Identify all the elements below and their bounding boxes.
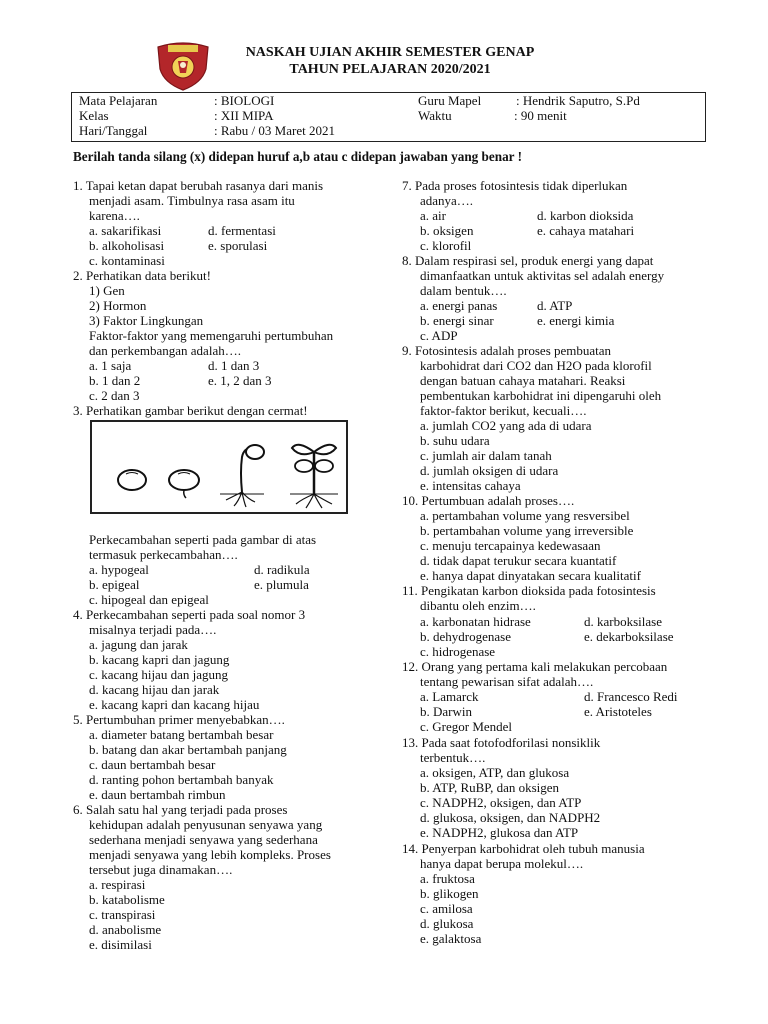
question-line: terbentuk…. [420, 750, 486, 765]
answer-option: b. suhu udara [420, 433, 490, 448]
question-line: 11. Pengikatan karbon dioksida pada fotosintesis [402, 583, 656, 598]
question-line: 10. Pertumbuan adalah proses…. [402, 493, 575, 508]
question-line: kehidupan adalah penyusunan senyawa yang [89, 817, 323, 832]
answer-option: a. fruktosa [420, 871, 475, 886]
answer-option: a. hypogeal [89, 562, 149, 577]
answer-option: e. Aristoteles [584, 704, 652, 719]
answer-option: e. disimilasi [89, 937, 152, 952]
question-line: misalnya terjadi pada…. [89, 622, 217, 637]
answer-option: a. oksigen, ATP, dan glukosa [420, 765, 570, 780]
answer-option: d. Francesco Redi [584, 689, 678, 704]
answer-option: d. anabolisme [89, 922, 162, 937]
answer-option: c. klorofil [420, 238, 472, 253]
answer-option: e. NADPH2, glukosa dan ATP [420, 825, 579, 840]
answer-option: b. alkoholisasi [89, 238, 165, 253]
answer-option: d. karboksilase [584, 614, 662, 629]
answer-option: e. kacang kapri dan kacang hijau [89, 697, 260, 712]
question-line: dibantu oleh enzim…. [420, 598, 536, 613]
answer-option: e. sporulasi [208, 238, 268, 253]
answer-option: c. NADPH2, oksigen, dan ATP [420, 795, 582, 810]
question-line: 12. Orang yang pertama kali melakukan percobaan [402, 659, 668, 674]
answer-option: a. Lamarck [420, 689, 479, 704]
answer-option: d. glukosa [420, 916, 474, 931]
answer-option: b. katabolisme [89, 892, 165, 907]
seedling-stage-4 [290, 445, 338, 508]
answer-option: c. menuju tercapainya kedewasaan [420, 538, 601, 553]
answer-option: c. hipogeal dan epigeal [89, 592, 209, 607]
question-line: dimanfaatkan untuk aktivitas sel adalah energy [420, 268, 665, 283]
answer-option: c. kacang hijau dan jagung [89, 667, 228, 682]
answer-option: c. hidrogenase [420, 644, 496, 659]
question-line: pembentukan karbohidrat ini dipengaruhi oleh [420, 388, 662, 403]
time-value: : 90 menit [514, 108, 567, 123]
seed-stage-1 [118, 470, 146, 490]
answer-option: c. jumlah air dalam tanah [420, 448, 552, 463]
answer-option: b. kacang kapri dan jagung [89, 652, 230, 667]
answer-option: b. pertambahan volume yang irreversible [420, 523, 634, 538]
question-line: adanya…. [420, 193, 474, 208]
question-line: menjadi asam. Timbulnya rasa asam itu [89, 193, 295, 208]
answer-option: d. karbon dioksida [537, 208, 634, 223]
question-line: 9. Fotosintesis adalah proses pembuatan [402, 343, 612, 358]
answer-option: b. dehydrogenase [420, 629, 511, 644]
question-line: sederhana menjadi senyawa yang sederhana [89, 832, 318, 847]
answer-option: d. glukosa, oksigen, dan NADPH2 [420, 810, 601, 825]
question-line: tentang pewarisan sifat adalah…. [420, 674, 594, 689]
answer-option: c. kontaminasi [89, 253, 165, 268]
answer-option: c. daun bertambah besar [89, 757, 216, 772]
question-line: 2. Perhatikan data berikut! [73, 268, 211, 283]
answer-option: e. cahaya matahari [537, 223, 635, 238]
answer-option: e. dekarboksilase [584, 629, 674, 644]
answer-option: a. respirasi [89, 877, 146, 892]
answer-option: b. epigeal [89, 577, 140, 592]
question-line: karena…. [89, 208, 140, 223]
answer-option: a. air [420, 208, 446, 223]
answer-option: a. jagung dan jarak [89, 637, 188, 652]
subject-value: : BIOLOGI [214, 93, 275, 108]
answer-option: a. jumlah CO2 yang ada di udara [420, 418, 592, 433]
answer-option: d. ranting pohon bertambah banyak [89, 772, 274, 787]
date-label: Hari/Tanggal [79, 123, 148, 138]
answer-option: e. 1, 2 dan 3 [208, 373, 272, 388]
class-value: : XII MIPA [214, 108, 274, 123]
answer-option: c. Gregor Mendel [420, 719, 513, 734]
answer-option: a. 1 saja [89, 358, 132, 373]
time-label: Waktu [418, 108, 452, 123]
question-line: faktor-faktor berikut, kecuali…. [420, 403, 587, 418]
question-line: 3) Faktor Lingkungan [89, 313, 204, 328]
question-line: Perkecambahan seperti pada gambar di atas [89, 532, 317, 547]
answer-option: b. oksigen [420, 223, 474, 238]
question-line: hanya dapat berupa molekul…. [420, 856, 584, 871]
answer-option: b. Darwin [420, 704, 472, 719]
question-line: 14. Penyerpan karbohidrat oleh tubuh manusia [402, 841, 645, 856]
answer-option: d. kacang hijau dan jarak [89, 682, 220, 697]
answer-option: a. sakarifikasi [89, 223, 162, 238]
answer-option: e. hanya dapat dinyatakan secara kualitatif [420, 568, 641, 583]
answer-option: a. pertambahan volume yang resversibel [420, 508, 630, 523]
answer-option: e. plumula [254, 577, 309, 592]
question-line: menjadi senyawa yang lebih kompleks. Proses [89, 847, 331, 862]
answer-option: c. 2 dan 3 [89, 388, 140, 403]
answer-option: b. energi sinar [420, 313, 494, 328]
question-line: dalam bentuk…. [420, 283, 507, 298]
answer-option: a. energi panas [420, 298, 498, 313]
answer-option: d. jumlah oksigen di udara [420, 463, 559, 478]
question-line: 1) Gen [89, 283, 125, 298]
question-line: karbohidrat dari CO2 dan H2O pada klorofil [420, 358, 652, 373]
answer-option: d. radikula [254, 562, 310, 577]
answer-option: d. 1 dan 3 [208, 358, 260, 373]
answer-option: a. diameter batang bertambah besar [89, 727, 274, 742]
exam-title: NASKAH UJIAN AKHIR SEMESTER GENAP [245, 45, 535, 60]
answer-option: b. 1 dan 2 [89, 373, 141, 388]
date-value: : Rabu / 03 Maret 2021 [214, 123, 335, 138]
question-line: 2) Hormon [89, 298, 147, 313]
instruction: Berilah tanda silang (x) didepan huruf a,b atau c didepan jawaban yang benar ! [73, 149, 522, 164]
question-line: Faktor-faktor yang memengaruhi pertumbuhan [89, 328, 334, 343]
answer-option: c. amilosa [420, 901, 473, 916]
question-line: dengan batuan cahaya matahari. Reaksi [420, 373, 626, 388]
answer-option: d. ATP [537, 298, 573, 313]
seedling-stage-3 [220, 445, 264, 507]
question-line: 3. Perhatikan gambar berikut dengan cermat! [73, 403, 308, 418]
question-line: 13. Pada saat fotofodforilasi nonsiklik [402, 735, 601, 750]
subject-label: Mata Pelajaran [79, 93, 158, 108]
answer-option: e. intensitas cahaya [420, 478, 521, 493]
answer-option: b. glikogen [420, 886, 479, 901]
answer-option: a. karbonatan hidrase [420, 614, 531, 629]
answer-option: e. energi kimia [537, 313, 615, 328]
answer-option: d. fermentasi [208, 223, 276, 238]
question-line: 1. Tapai ketan dapat berubah rasanya dari manis [73, 178, 324, 193]
question-line: tersebut juga dinamakan…. [89, 862, 233, 877]
question-line: 7. Pada proses fotosintesis tidak diperlukan [402, 178, 628, 193]
answer-option: d. tidak dapat terukur secara kuantatif [420, 553, 617, 568]
question-line: 6. Salah satu hal yang terjadi pada proses [73, 802, 288, 817]
teacher-value: : Hendrik Saputro, S.Pd [516, 93, 640, 108]
academic-year: TAHUN PELAJARAN 2020/2021 [289, 62, 491, 77]
question-line: 5. Pertumbuhan primer menyebabkan…. [73, 712, 285, 727]
answer-option: e. galaktosa [420, 931, 482, 946]
answer-option: b. batang dan akar bertambah panjang [89, 742, 287, 757]
seed-stage-2 [169, 470, 199, 498]
answer-option: e. daun bertambah rimbun [89, 787, 226, 802]
question-line: 4. Perkecambahan seperti pada soal nomor 3 [73, 607, 306, 622]
teacher-label: Guru Mapel [418, 93, 482, 108]
answer-option: b. ATP, RuBP, dan oksigen [420, 780, 560, 795]
class-label: Kelas [79, 108, 109, 123]
question-line: 8. Dalam respirasi sel, produk energi yang dapat [402, 253, 654, 268]
answer-option: c. transpirasi [89, 907, 156, 922]
germination-image [90, 420, 348, 514]
question-line: dan perkembangan adalah…. [89, 343, 241, 358]
answer-option: c. ADP [420, 328, 458, 343]
question-line: termasuk perkecambahan…. [89, 547, 238, 562]
